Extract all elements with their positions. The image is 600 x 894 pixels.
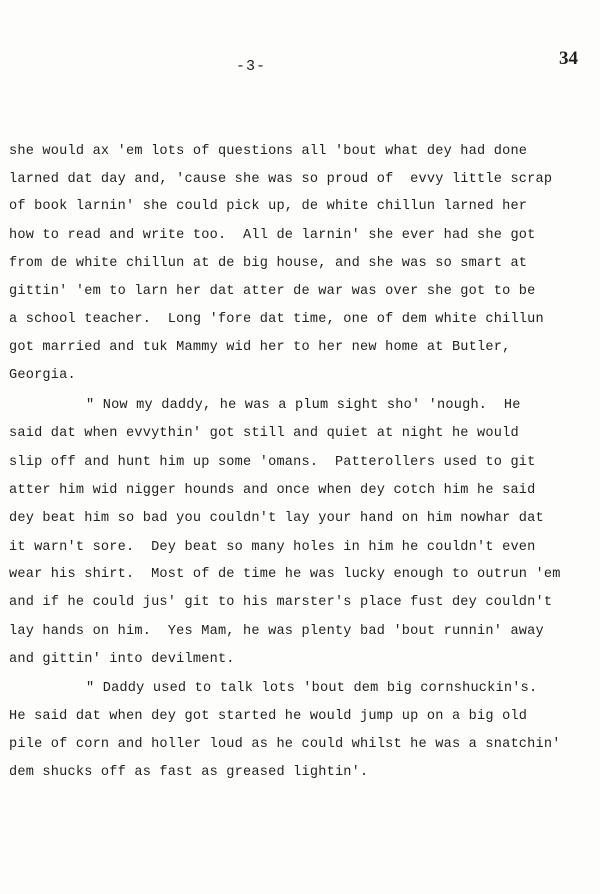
- text-line: lay hands on him. Yes Mam, he was plenty bad 'bout runnin' away: [9, 624, 544, 639]
- text-line: wear his shirt. Most of de time he was lucky enough to outrun 'em: [9, 567, 561, 582]
- text-line: gittin' 'em to larn her dat atter de war was over she got to be: [9, 284, 536, 299]
- text-line: how to read and write too. All de larnin' she ever had she got: [9, 228, 536, 243]
- text-line: said dat when evvythin' got still and quiet at night he would: [9, 426, 519, 441]
- text-line: pile of corn and holler loud as he could whilst he was a snatchin': [9, 737, 561, 752]
- text-line: and gittin' into devilment.: [9, 652, 235, 667]
- text-line: a school teacher. Long 'fore dat time, one of dem white chillun: [9, 312, 544, 327]
- text-line: larned dat day and, 'cause she was so proud of evvy little scrap: [9, 172, 553, 187]
- text-line: it warn't sore. Dey beat so many holes in him he couldn't even: [9, 540, 536, 555]
- text-line: atter him wid nigger hounds and once when dey cotch him he said: [9, 483, 536, 498]
- text-line: and if he could jus' git to his marster's place fust dey couldn't: [9, 595, 553, 610]
- text-line: she would ax 'em lots of questions all 'bout what dey had done: [9, 144, 528, 159]
- text-line: dem shucks off as fast as greased lightin'.: [9, 765, 369, 780]
- text-line: dey beat him so bad you couldn't lay your hand on him nowhar dat: [9, 511, 544, 526]
- text-line: " Daddy used to talk lots 'bout dem big cornshuckin's.: [86, 681, 538, 696]
- text-line: got married and tuk Mammy wid her to her new home at Butler,: [9, 340, 511, 355]
- page-number: 34: [559, 48, 578, 69]
- text-line: He said dat when dey got started he would jump up on a big old: [9, 709, 528, 724]
- page-marker: -3-: [235, 58, 266, 75]
- text-line: slip off and hunt him up some 'omans. Patterollers used to git: [9, 455, 536, 470]
- text-line: of book larnin' she could pick up, de white chillun larned her: [9, 199, 528, 214]
- text-line: Georgia.: [9, 368, 76, 383]
- text-line: from de white chillun at de big house, and she was so smart at: [9, 256, 528, 271]
- text-line: " Now my daddy, he was a plum sight sho' 'nough. He: [86, 398, 521, 413]
